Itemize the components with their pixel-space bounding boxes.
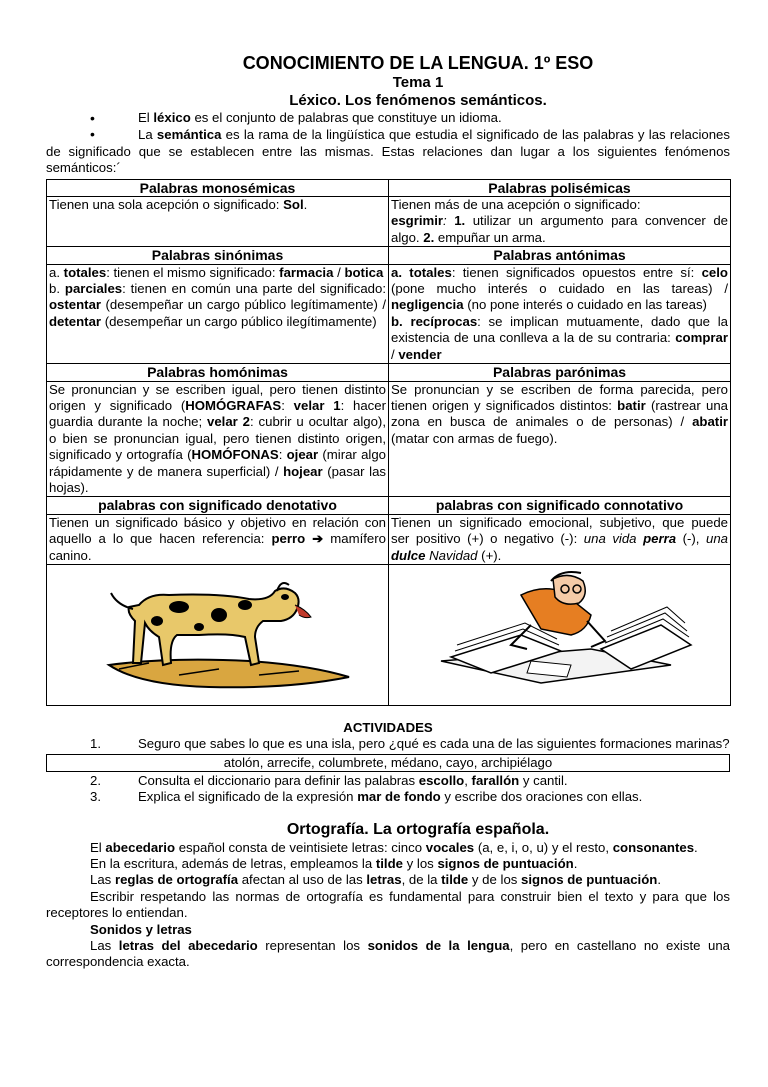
- dog-illustration: [49, 565, 385, 703]
- bullet-icon: •: [90, 110, 95, 126]
- stressed-man-illustration-cell: [389, 564, 731, 705]
- bullet-semantica: • La semántica es la rama de la lingüística que estudia el significado de las palabras y las relaciones de significado que se establecen entre las mismas. Estas relaciones dan lugar a los siguientes fenómenos semánticos:´: [46, 126, 730, 176]
- header-paronimas: Palabras parónimas: [389, 364, 731, 381]
- paragraph-sonidos: Las letras del abecedario representan los sonidos de la lengua, pero en castellano no existe una correspondencia exacta.: [46, 938, 730, 970]
- activity-2: 2. Consulta el diccionario para definir las palabras escollo, farallón y cantil.: [90, 772, 568, 788]
- ortografia-title: Ortografía. La ortografía española.: [286, 820, 550, 838]
- cell-polisemicas: Tienen más de una acepción o significado: esgrimir: 1. utilizar un argumento para convencer de algo. 2. empuñar un arma.: [389, 197, 731, 247]
- bullet-icon: •: [90, 126, 95, 143]
- semantic-phenomena-table: [46, 179, 731, 706]
- dog-illustration-cell: [47, 564, 389, 705]
- activities-title: ACTIVIDADES: [343, 719, 433, 735]
- cell-sinonimas: a. totales: tienen el mismo significado: farmacia / botica b. parciales: tienen en común una parte del significado: ostentar (desempeñar un cargo público legítimamente) / detentar (desempeñar un cargo público ilegítimamente): [47, 264, 389, 363]
- bullet-lexico: • El léxico es el conjunto de palabras que constituye un idioma.: [90, 110, 502, 126]
- header-antonimas: Palabras antónimas: [389, 247, 731, 264]
- document-title: CONOCIMIENTO DE LA LENGUA. 1º ESO: [242, 53, 594, 73]
- header-monosemicas: Palabras monosémicas: [47, 179, 389, 196]
- activity-1: 1. Seguro que sabes lo que es una isla, pero ¿qué es cada una de las siguientes formaciones marinas?: [90, 736, 730, 752]
- header-connotativo: palabras con significado connotativo: [389, 497, 731, 514]
- paragraph-escritura: En la escritura, además de letras, empleamos la tilde y los signos de puntuación.: [90, 856, 578, 871]
- tema-label: Tema 1: [392, 74, 444, 91]
- document-page: [46, 52, 730, 971]
- header-homonimas: Palabras homónimas: [47, 364, 389, 381]
- header-denotativo: palabras con significado denotativo: [47, 497, 389, 514]
- formaciones-marinas-box: atolón, arrecife, columbrete, médano, cayo, archipiélago: [46, 754, 730, 772]
- cell-monosemicas: Tienen una sola acepción o significado: Sol.: [47, 197, 389, 247]
- subheading-sonidos-letras: Sonidos y letras: [90, 921, 192, 937]
- section-subtitle: Léxico. Los fenómenos semánticos.: [289, 92, 547, 109]
- cell-connotativo: Tienen un significado emocional, subjetivo, que puede ser positivo (+) o negativo (-): una vida perra (-), una dulce Navidad (+).: [389, 514, 731, 564]
- cell-paronimas: Se pronuncian y se escriben de forma parecida, pero tienen origen y significados distintos: batir (rastrear una zona en busca de animales o de personas) / abatir (matar con armas de fuego).: [389, 381, 731, 497]
- paragraph-reglas: Las reglas de ortografía afectan al uso de las letras, de la tilde y de los signos de puntuación.: [90, 872, 661, 888]
- paragraph-normas: Escribir respetando las normas de ortografía es fundamental para construir bien el texto y para que los receptores lo entiendan.: [46, 888, 730, 921]
- cell-homonimas: Se pronuncian y se escriben igual, pero tienen distinto origen y significado (HOMÓGRAFAS: velar 1: hacer guardia durante la noche; velar 2: cubrir u ocultar algo), o bien se pronuncian igual, pero tienen distinto origen, significado y ortografía (HOMÓFONAS: ojear (mirar algo rápidamente y de manera superficial) / hojear (pasar las hojas).: [47, 381, 389, 497]
- paragraph-abecedario: El abecedario español consta de veintisiete letras: cinco vocales (a, e, i, o, u) y el resto, consonantes.: [90, 839, 698, 855]
- header-polisemicas: Palabras polisémicas: [389, 179, 731, 196]
- cell-denotativo: Tienen un significado básico y objetivo en relación con aquello a lo que hacen referencia: perro ➔ mamífero canino.: [47, 514, 389, 564]
- activity-3: 3. Explica el significado de la expresión mar de fondo y escribe dos oraciones con ellas.: [90, 789, 643, 805]
- header-sinonimas: Palabras sinónimas: [47, 247, 389, 264]
- cell-antonimas: a. totales: tienen significados opuestos entre sí: celo (pone mucho interés o cuidado en las tareas) / negligencia (no pone interés o cuidado en las tareas) b. recíprocas: se implican mutuamente, dado que la existencia de una conlleva a la de su contraria: comprar / vender: [389, 264, 731, 363]
- stressed-man-illustration: [391, 565, 727, 703]
